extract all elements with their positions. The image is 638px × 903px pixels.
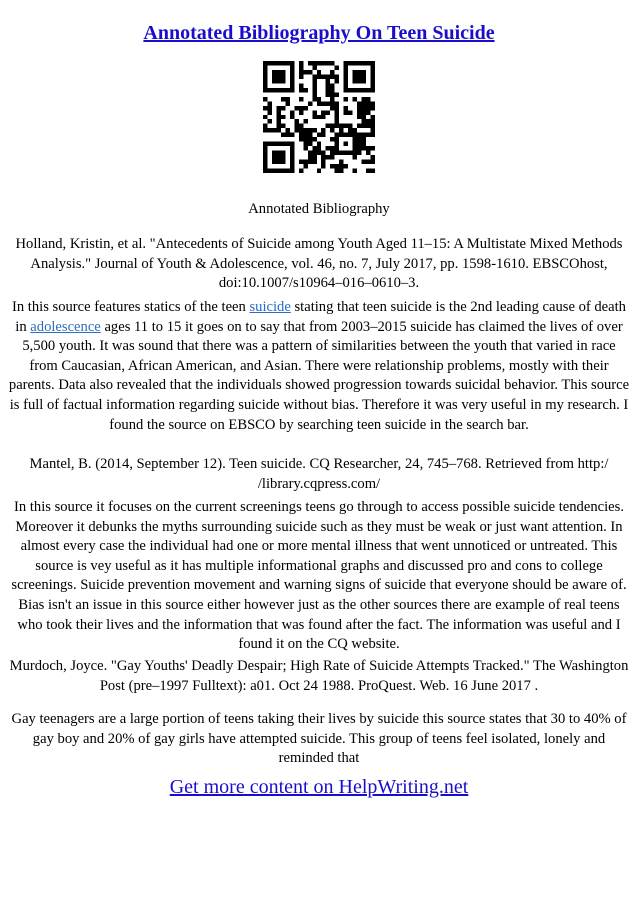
document-title-link[interactable]: Annotated Bibliography On Teen Suicide (143, 22, 495, 44)
citation-murdoch: Murdoch, Joyce. "Gay Youths' Deadly Despair; High Rate of Suicide Attempts Tracked." The Washington Post (pre–1997 Fulltext): a01. Oct 24 1988. ProQuest. Web. 16 June 2017 . (9, 658, 629, 694)
annotation-text: In this source features statics of the teen (12, 299, 250, 315)
suicide-link[interactable]: suicide (249, 299, 291, 315)
annotation-mantel: In this source it focuses on the current screenings teens go through to access possible suicide tendencies. Moreover it debunks the myths surrounding suicide such as they must be weak or just want attention. In almost every case the individual had one or more mental illness that went unnoticed or untreated. This source is vey useful as it has multiple informational graphs and discussed pro and cons to college screenings. Suicide prevention movement and warning signs of suicide that everyone should be aware of. Bias isn't an issue in this source either however just as the other sources there are example of real teens who took their lives and the information that was found after the fact. The information was useful and I found it on the CQ website. (11, 499, 627, 653)
citation-mantel: Mantel, B. (2014, September 12). Teen suicide. CQ Researcher, 24, 745–768. Retrieved from http:/ /library.cqpress.com/ (29, 456, 609, 492)
annotation-holland (8, 298, 630, 435)
more-content-link[interactable]: Get more content on HelpWriting.net (169, 776, 469, 798)
bibliography-heading: Annotated Bibliography (248, 201, 390, 217)
adolescence-link[interactable]: adolescence (30, 318, 101, 335)
citation-holland: Holland, Kristin, et al. "Antecedents of Suicide among Youth Aged 11–15: A Multistate Mixed Methods Analysis." Journal of Youth & Adolescence, vol. 46, no. 7, July 2017, pp. 1598-1610. EBSCOhost, doi:10.1007/s10964–016–0610–3. (15, 236, 623, 292)
annotation-murdoch: Gay teenagers are a large portion of teens taking their lives by suicide this source states that 30 to 40% of gay boy and 20% of gay girls have attempted suicide. This group of teens feel isolated, lonely and reminded that (11, 711, 627, 767)
qr-code (263, 61, 375, 173)
annotation-text: ages 11 to 15 it goes on to say that from 2003–2015 suicide has claimed the lives of over 5,500 youth. It was sound that there was a pattern of similarities between the youth that varied in race from Caucasian, African American, and Asian. There were relationship problems, mostly with their parents. Data also revealed that the individuals showed progression towards suicidal behavior. This source is full of factual information regarding suicide without bias. Therefore it was very useful in my research. I found the source on EBSCO by searching teen suicide in the search bar. (8, 318, 630, 433)
annotation-text: stating that teen suicide is the 2nd leading cause of death in (15, 299, 626, 335)
